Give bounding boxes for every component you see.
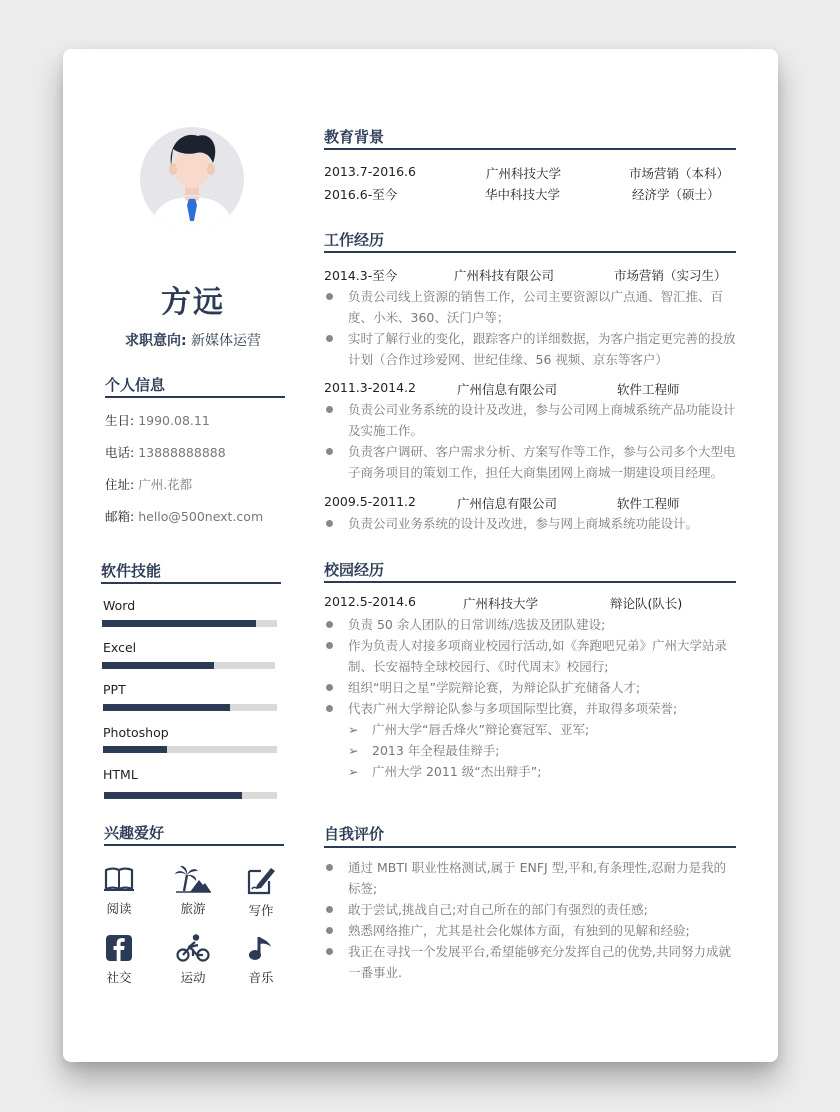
education-row: [324, 164, 736, 182]
skill-bar-html: [104, 792, 277, 799]
candidate-name: 方远: [161, 285, 225, 320]
skill-bar-fill: [102, 662, 214, 669]
campus-bullet: [324, 677, 736, 698]
job-date: 2014.3-至今: [324, 268, 398, 283]
bullet-text: 熟悉网络推广，尤其是社会化媒体方面，有独到的见解和经验;: [348, 923, 690, 938]
campus-role: 辩论队(队长): [610, 596, 683, 611]
education-row: [324, 185, 736, 203]
resume-page: [63, 49, 778, 1062]
section-title-education: 教育背景: [324, 128, 385, 146]
skill-bar-fill: [103, 746, 167, 753]
section-title-skills: 软件技能: [101, 562, 162, 580]
hobby-writing: [231, 865, 291, 919]
info-label: 住址:: [105, 477, 135, 492]
hobby-label: 旅游: [180, 901, 206, 916]
travel-icon: [174, 865, 212, 893]
bullet-text: 组织“明日之星”学院辩论赛，为辩论队扩充储备人才;: [348, 680, 641, 695]
bullet-text: 代表广州大学辩论队参与多项国际型比赛，并取得多项荣誉;: [348, 701, 678, 716]
honor-text: 广州大学 2011 级“杰出辩手”;: [372, 764, 542, 779]
honor-item: [348, 761, 736, 782]
hobby-label: 阅读: [106, 901, 132, 916]
campus-bullet: [324, 698, 736, 719]
job-bullet: [324, 399, 736, 441]
section-divider: [324, 581, 736, 583]
info-row-phone: [105, 443, 226, 461]
info-value: 广州.花都: [138, 477, 193, 492]
bullet-text: 负责公司线上资源的销售工作，公司主要资源以广点通、智汇推、百度、小米、360、沃门户等；: [348, 289, 724, 325]
section-divider: [104, 844, 284, 846]
info-label: 生日:: [105, 413, 135, 428]
section-divider: [324, 148, 736, 150]
campus-header: [324, 594, 736, 612]
job-role: 市场营销（实习生）: [614, 268, 727, 283]
bullet-text: 作为负责人对接多项商业校园行活动,如《奔跑吧兄弟》广州大学站录制、长安福特全球校园行、《时代周末》校园行;: [348, 638, 727, 674]
info-value: hello@500next.com: [138, 509, 264, 524]
eval-bullet: [324, 857, 736, 899]
hobby-label: 写作: [248, 903, 274, 918]
job-bullet: [324, 441, 736, 483]
job-intent-value: 新媒体运营: [191, 333, 262, 349]
section-title-campus: 校园经历: [324, 561, 385, 579]
section-title-hobbies: 兴趣爱好: [104, 824, 165, 842]
skill-bar-fill: [102, 620, 256, 627]
job-header: [324, 494, 736, 512]
section-divider: [101, 582, 281, 584]
arrow-icon: ➢: [348, 722, 359, 737]
hobby-travel: [163, 865, 223, 917]
eval-bullet: [324, 920, 736, 941]
job-company: 广州科技有限公司: [454, 268, 555, 283]
job-company: 广州信息有限公司: [457, 382, 558, 397]
job-date: 2011.3-2014.2: [324, 380, 416, 395]
bullet-text: 负责客户调研、客户需求分析、方案写作等工作，参与公司多个大型电子商务项目的策划工作，担任大商集团网上商城一期建设项目经理。: [348, 444, 736, 480]
info-label: 电话:: [105, 445, 135, 460]
honor-text: 广州大学“唇舌烽火”辩论赛冠军、亚军;: [372, 722, 590, 737]
hobby-label: 社交: [106, 970, 132, 985]
info-row-address: [105, 475, 192, 493]
bullet-text: 负责公司业务系统的设计及改进，参与公司网上商城系统产品功能设计及实施工作。: [348, 402, 736, 438]
hobby-label: 音乐: [248, 970, 274, 985]
avatar: [140, 127, 244, 231]
campus-bullet: [324, 614, 736, 635]
job-role: 软件工程师: [617, 496, 680, 511]
info-row-email: [105, 507, 263, 525]
education-school: 华中科技大学: [485, 187, 561, 202]
info-row-birthday: [105, 411, 210, 429]
job-intent-label: 求职意向:: [124, 333, 187, 349]
hobby-reading: [89, 865, 149, 917]
writing-icon: [245, 865, 277, 895]
job-bullet: [324, 513, 736, 534]
skill-label-excel: Excel: [103, 640, 137, 655]
job-date: 2009.5-2011.2: [324, 494, 416, 509]
job-header: [324, 266, 736, 284]
skill-label-ppt: PPT: [103, 682, 126, 697]
education-date: 2016.6-至今: [324, 187, 398, 202]
campus-school: 广州科技大学: [463, 596, 539, 611]
education-date: 2013.7-2016.6: [324, 164, 416, 179]
skill-bar-fill: [103, 704, 230, 711]
arrow-icon: ➢: [348, 764, 359, 779]
skill-label-photoshop: Photoshop: [103, 725, 169, 740]
hobby-music: [231, 934, 291, 986]
info-value: 1990.08.11: [138, 413, 210, 428]
bullet-text: 敢于尝试,挑战自己;对自己所在的部门有强烈的责任感;: [348, 902, 648, 917]
section-title-self-evaluation: 自我评价: [324, 825, 385, 843]
skill-bar-excel: [102, 662, 275, 669]
skill-label-html: HTML: [103, 767, 138, 782]
book-icon: [103, 865, 135, 893]
info-label: 邮箱:: [105, 509, 135, 524]
eval-bullet: [324, 941, 736, 983]
education-school: 广州科技大学: [486, 166, 562, 181]
hobby-social: [89, 934, 149, 986]
bullet-text: 负责公司业务系统的设计及改进，参与网上商城系统功能设计。: [348, 516, 699, 531]
skill-bar-ppt: [103, 704, 277, 711]
job-company: 广州信息有限公司: [457, 496, 558, 511]
hobby-sports: [163, 934, 223, 986]
education-major: 市场营销（本科）: [629, 166, 730, 181]
facebook-icon: [105, 934, 133, 962]
skill-bar-word: [102, 620, 277, 627]
campus-date: 2012.5-2014.6: [324, 594, 416, 609]
bullet-text: 通过 MBTI 职业性格测试,属于 ENFJ 型,平和,有条理性,忍耐力是我的标签;: [348, 860, 727, 896]
job-role: 软件工程师: [617, 382, 680, 397]
honor-item: [348, 719, 736, 740]
bullet-text: 我正在寻找一个发展平台,希望能够充分发挥自己的优势,共同努力成就一番事业.: [348, 944, 731, 980]
section-title-work: 工作经历: [324, 231, 385, 249]
honor-item: [348, 740, 736, 761]
campus-bullet: [324, 635, 736, 677]
music-note-icon: [247, 934, 275, 962]
bullet-text: 实时了解行业的变化，跟踪客户的详细数据，为客户指定更完善的投放计划（合作过珍爱网、世纪佳缘、56 视频、京东等客户）: [348, 331, 736, 367]
section-divider: [105, 396, 285, 398]
education-major: 经济学（硕士）: [632, 187, 720, 202]
job-intent: [63, 330, 323, 350]
job-bullet: [324, 328, 736, 370]
job-header: [324, 380, 736, 398]
section-divider: [324, 846, 736, 848]
skill-bar-photoshop: [103, 746, 277, 753]
arrow-icon: ➢: [348, 743, 359, 758]
info-value: 13888888888: [138, 445, 226, 460]
bullet-text: 负责 50 余人团队的日常训练/选拔及团队建设;: [348, 617, 606, 632]
job-bullet: [324, 286, 736, 328]
section-title-personal-info: 个人信息: [105, 376, 166, 394]
skill-label-word: Word: [103, 598, 136, 613]
cycling-icon: [176, 934, 210, 962]
skill-bar-fill: [104, 792, 242, 799]
eval-bullet: [324, 899, 736, 920]
hobby-label: 运动: [180, 970, 206, 985]
honor-text: 2013 年全程最佳辩手;: [372, 743, 500, 758]
section-divider: [324, 251, 736, 253]
